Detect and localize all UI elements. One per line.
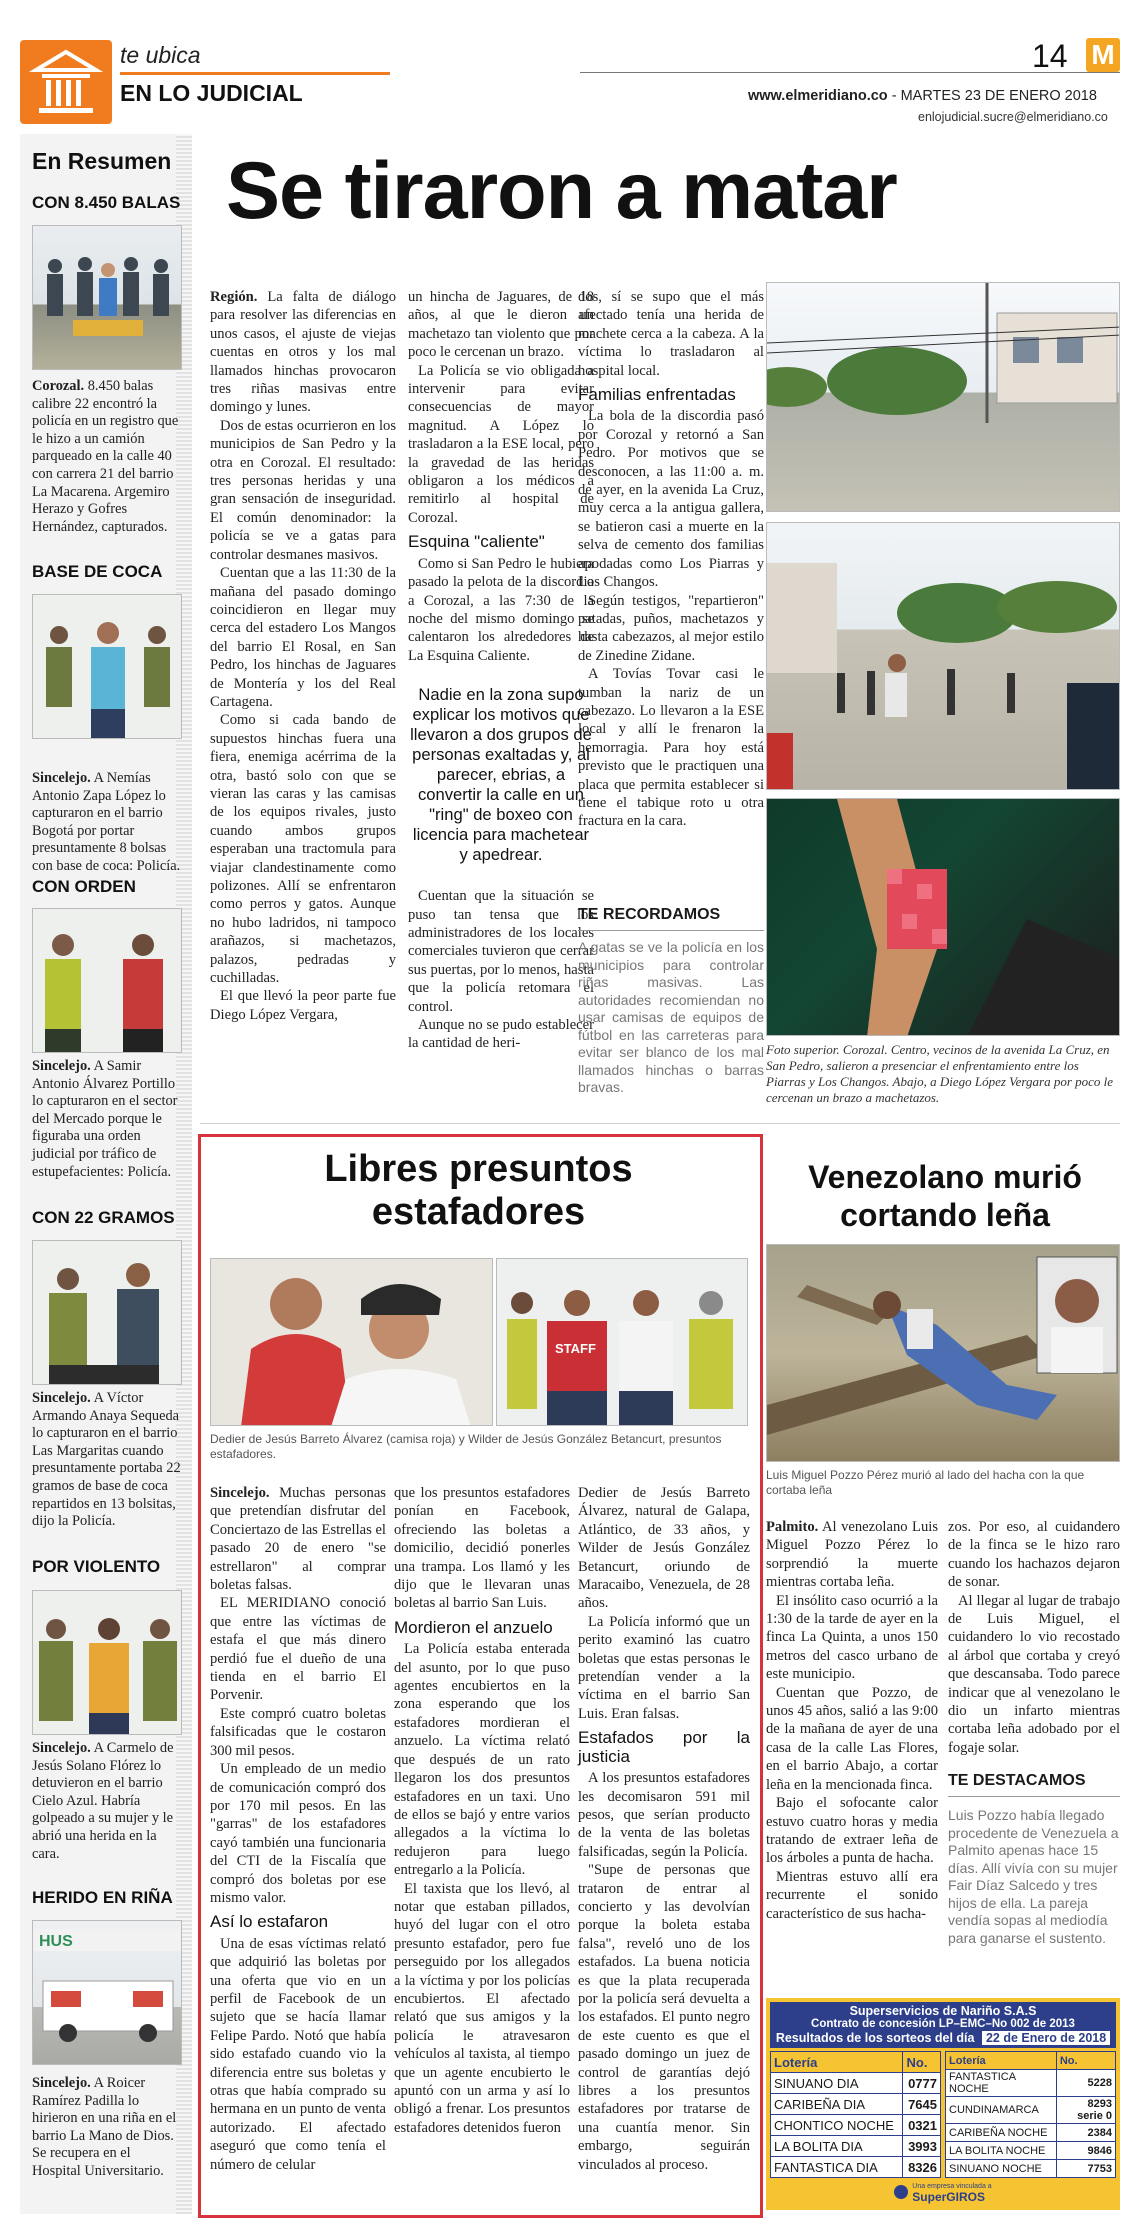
injury-photo xyxy=(766,798,1120,1036)
story-column: un hincha de Jaguares, de 18 años, al que le dieron un machetazo tan violento que por poco le cercenan un brazo. La Policía se vio obligada a intervenir para evitar consecuencias de mayor magnitud. A López lo trasladaron a la ESE local, pero la gravedad de las heridas obligaron a los médicos a remitirlo al hospital de Corozal. Esquina "caliente" Como si San Pedro le hubiera pasado la pelota de la discordia a Corozal, a las 7:30 de la noche del mismo domingo se calentaron los alrededores de La Esquina Caliente. Nadie en la zona supo explicar los motivos que llevaron a dos grupos de personas exaltadas y, al parecer, ebrias, a convertir la calle en un "ring" de boxeo con licencia para machetear y apedrear. Cuentan que la situación se puso tan tensa que los administradores de los locales comerciales tuvieron que cerrar sus puertas, por lo menos, hasta que la policía retomara el control. Aunque no se pudo establecer la cantidad de heri- xyxy=(408,289,594,1052)
courthouse-icon xyxy=(20,40,112,124)
story-column: Sincelejo. Muchas personas que pretendían disfrutar del Conciertazo de las Estrellas el pasado 20 de enero "se estrellaron" al comprar boletas falsas. EL MERIDIANO conoció que entre las víctimas de estafa el que más dinero perdió fue el dueño de una tienda en el barrio El Porvenir. Este compró cuatro boletas falsificadas que le costaron 300 mil pesos. Un empleado de un medio de comunicación compró dos por 170 mil pesos. En las "garras" de los estafadores cayó también una funcionaria del CTI de la Fiscalía que compró dos boletas por ese mismo valor. Así lo estafaron Una de esas víctimas relató que adquirió las boletas por una oferta que vio en un perfil de Facebook de un sujeto que se hacía llamar Felipe Pardo. Notó que había sido estafado cuando vio la diferencia entre sus boletas y otras que había comprado su hermana en un punto de venta autorizado. El afectado aseguró que como tenía el número de celular xyxy=(210,1485,386,2173)
subhead: Familias enfrentadas xyxy=(578,385,736,405)
sidebar-text: Sincelejo. A Samir Antonio Álvarez Portillo lo capturaron en el sector del Mercado porque le figuraba una orden judicial por tráfico de estupefacientes: Policía. xyxy=(32,1058,178,1180)
sidebar-heading: BASE DE COCA xyxy=(32,562,163,581)
globe-icon xyxy=(894,2185,908,2199)
logo-small-text: Una empresa vinculada a xyxy=(912,2183,992,2190)
sidebar-heading: CON ORDEN xyxy=(32,877,136,896)
lottery-table-left: Lotería No. SINUANO DIA 0777 CARIBEÑA DIA 7645 CHONTICO NOCHE 0321 LA BOLITA DIA 3993 FANTASTICA DIA 8326 xyxy=(770,2051,941,2178)
story-column: Palmito. Al venezolano Luis Miguel Pozzo Pérez lo sorprendió la muerte mientras cortaba leña. El insólito caso ocurrió a la 1:30 de la tarde de ayer en la finca La Quinta, a unos 150 metros del casco urbano de este municipio. Cuentan que Pozzo, de unos 45 años, salió a las 9:00 de la mañana de ayer de una casa de la calle Las Flores, en el barrio Abajo, a cortar leña en la mencionada finca. Bajo el sofocante calor estuvo cuatro horas y media tratando de extraer leña de los árboles a punta de hacha. Mientras estuvo allí era recurrente el sonido característico de sus hacha- xyxy=(766,1519,938,1922)
subhead: Estafados por la justicia xyxy=(578,1728,750,1766)
page-number: 14 xyxy=(1032,38,1068,74)
sidebar-heading: POR VIOLENTO xyxy=(32,1557,161,1576)
table-row: LA BOLITA NOCHE 9846 xyxy=(946,2142,1116,2160)
sidebar-photo-arrest xyxy=(32,225,182,370)
photo-caption: Dedier de Jesús Barreto Álvarez (camisa roja) y Wilder de Jesús González Betancurt, presuntos estafadores. xyxy=(210,1432,722,1461)
sidebar-photo-arrest xyxy=(32,908,182,1053)
table-row: FANTASTICA DIA 8326 xyxy=(771,2157,941,2178)
section-divider xyxy=(200,1123,1120,1124)
suspects-photo xyxy=(210,1258,493,1426)
svg-text:HUS: HUS xyxy=(39,1933,73,1950)
article-title: Venezolano murió cortando leña xyxy=(808,1159,1082,1233)
section-title: EN LO JUDICIAL xyxy=(120,80,303,106)
sidebar-text: Sincelejo. A Roicer Ramírez Padilla lo hirieron en una riña en el barrio La Mano de Dios. Se recupera en el Hospital Universitario. xyxy=(32,2075,177,2179)
sidebar-heading: HERIDO EN RIÑA xyxy=(32,1888,173,1907)
main-headline: Se tiraron a matar xyxy=(226,146,897,236)
photo-caption: Foto superior. Corozal. Centro, vecinos de la avenida La Cruz, en San Pedro, salieron a presenciar el enfrentamiento entre los Piarras y Los Changos. Abajo, a Diego López Vergara por poco le cercenan un brazo a machetazos. xyxy=(766,1042,1114,1105)
supergiros-logo xyxy=(770,2181,1116,2203)
section-kicker-rule xyxy=(120,72,390,75)
photo-caption: Luis Miguel Pozzo Pérez murió al lado del hacha con la que cortaba leña xyxy=(766,1468,1085,1497)
street-photo xyxy=(766,282,1120,512)
table-row: CARIBEÑA DIA 7645 xyxy=(771,2094,941,2115)
sidebar-photo-arrest xyxy=(32,1240,182,1385)
article-title: Libres presuntos estafadores xyxy=(324,1148,633,1233)
suspects-police-photo xyxy=(496,1258,748,1426)
sidebar-text: Sincelejo. A Nemías Antonio Zapa López lo capturaron en el barrio Bogotá por portar presuntamente 8 bolsas con base de coca: Policía. xyxy=(32,770,181,874)
table-row: FANTASTICA NOCHE 5228 xyxy=(946,2070,1116,2097)
sidebar-text: Sincelejo. A Carmelo de Jesús Solano Flórez lo detuvieron en el barrio Cielo Azul. Habría golpeado a su mujer y le abrió una herida en la cara. xyxy=(32,1740,174,1862)
sidebar-title: En Resumen xyxy=(32,148,172,174)
table-row: CHONTICO NOCHE 0321 xyxy=(771,2115,941,2136)
brand-logo xyxy=(1086,38,1120,72)
pull-quote: Nadie en la zona supo explicar los motivos que llevaron a dos grupos de personas exaltadas y, al parecer, ebrias, a convertir la calle en un "ring" de boxeo con licencia para machetear y apedrear. xyxy=(410,685,592,865)
website-link[interactable]: www.elmeridiano.co xyxy=(748,88,888,104)
table-row: CUNDINAMARCA 8293 serie 0 xyxy=(946,2097,1116,2124)
brand-letter: M xyxy=(1091,39,1115,70)
box-title: TE RECORDAMOS xyxy=(578,906,764,931)
shirt-print: STAFF xyxy=(555,1341,596,1356)
recordamos-box xyxy=(578,906,764,1097)
section-kicker: te ubica xyxy=(120,42,201,68)
dateline: www.elmeridiano.co - MARTES 23 DE ENERO 2018 xyxy=(748,88,1097,104)
table-row: CARIBEÑA NOCHE 2384 xyxy=(946,2124,1116,2142)
destacamos-box xyxy=(948,1772,1120,1947)
sidebar-photo-arrest xyxy=(32,1590,182,1735)
lottery-title: Superservicios de Nariño S.A.S xyxy=(849,2004,1037,2018)
section-logo xyxy=(20,40,112,124)
results-label: Resultados de los sorteos del día xyxy=(775,2031,975,2045)
results-date: 22 de Enero de 2018 xyxy=(982,2031,1110,2045)
table-row: SINUANO NOCHE 7753 xyxy=(946,2160,1116,2178)
subhead: Mordieron el anzuelo xyxy=(394,1617,553,1637)
subhead: Esquina "caliente" xyxy=(408,532,545,552)
box-text: Luis Pozzo había llegado procedente de Venezuela a Palmito apenas hace 15 días. Allí vivía con su mujer Fair Díaz Salcedo y tres hijos de ella. La pareja vendía sopas al mediodía para ganarse el sustento. xyxy=(948,1807,1119,1946)
crowd-photo xyxy=(766,522,1120,790)
box-text: A gatas se ve la policía en los municipios para controlar riñas masivas. Las autoridades recomiendan no usar camisas de equipos de fútbol en las carreteras para evitar ser blanco de los mal llamados hinchas o barras bravas. xyxy=(578,939,764,1095)
sidebar-heading: CON 22 GRAMOS xyxy=(32,1208,175,1227)
subhead: Así lo estafaron xyxy=(210,1912,329,1932)
story-column: que los presuntos estafadores ponían en Facebook, ofreciendo las boletas a domicilio, decidió ponerles una trampa. Los llamó y les dijo que le llevaran unas boletas al barrio San Luis. Mordieron el anzuelo La Policía estaba enterada del asunto, por lo que puso agentes encubiertos en la zona esperando que los estafadores mordieran el anzuelo. La víctima relató que después de un rato llegaron los dos presuntos estafadores en un taxi. Uno de ellos se bajó y entre varios allegados a la víctima lo redujeron para luego entregarlo a la Policía. El taxista que los llevó, al notar que estaban pillados, huyó del lugar con el otro presunto estafador, pero fue perseguido por los allegados a la víctima y por los policías encubiertos. El afectado relató que sus amigos y la policía le atravesaron vehículos al taxista, al tiempo que un agente encubierto le apuntó con un arma y así lo obligó a frenar. Los presuntos estafadores detenidos fueron xyxy=(394,1485,570,2136)
death-scene-photo xyxy=(766,1244,1120,1462)
story-column: Región. La falta de diálogo para resolver las diferencias en unos casos, el ajuste de viejas cuentas en otros y los mal llamados hinchas provocaron tres riñas masivas entre domingo y lunes. Dos de estas ocurrieron en los municipios de San Pedro y la otra en Corozal. El resultado: tres personas heridas y una gran sensación de inseguridad. El común denominador: la policía se ve a gatas para controlar desmanes masivos. Cuentan que a las 11:30 de la mañana del pasado domingo coincidieron en llegar muy cerca del estadero Los Mangos del barrio El Rosal, en San Pedro, los hinchas de Jaguares de Montería y los del Real Cartagena. Como si cada bando de supuestos hinchas fuera una fiera, enemiga acérrima de la otra, bastó solo con que se vieran las caras y las camisas de los equipos rivales, justo cuando ambos grupos esperaban una tractomula para viajar clandestinamente como polizones. Allí se enfrentaron como perros y gatos. Aunque no hubo ladridos, ni tampoco arañazos, si machetazos, palazos, pedradas y cuchilladas. El que llevó la peor parte fue Diego López Vergara, xyxy=(210,289,396,1023)
box-title: TE DESTACAMOS xyxy=(948,1772,1120,1797)
lottery-table-right: Lotería No. FANTASTICA NOCHE 5228 CUNDINAMARCA 8293 serie 0 CARIBEÑA NOCHE 2384 LA BOLITA NOCHE 9846 SINUANO NOCHE 7753 xyxy=(945,2051,1116,2178)
sidebar-photo-hospital xyxy=(32,1920,182,2065)
sidebar-photo-arrest xyxy=(32,594,182,739)
table-row: LA BOLITA DIA 3993 xyxy=(771,2136,941,2157)
table-row: SINUANO DIA 0777 xyxy=(771,2073,941,2094)
date: MARTES 23 DE ENERO 2018 xyxy=(900,88,1097,104)
story-column: Dedier de Jesús Barreto Álvarez, natural de Galapa, Atlántico, de 33 años, y Wilder de Jesús González Betancurt, oriundo de Maracaibo, Venezuela, de 28 años. La Policía informó que un perito examinó las cuatro boletas que estas personas le pretendían vender a la víctima en el barrio San Luis. Eran falsas. Estafados por la justicia A los presuntos estafadores les decomisaron 591 mil pesos, que serían producto de la venta de las boletas falsificadas, según la Policía. "Supe de personas que trataron de entrar al concierto y las devolvían porque la boleta estaba falsa", reveló uno de los estafados. La buena noticia es que la plata recuperada por la policía será devuelta a los estafados. El punto negro de este cuento es que el pasado domingo un juez de control de garantías dejó libres a los presuntos estafadores por tratarse de una cuantía menor. Sin embargo, seguirán vinculados al proceso. xyxy=(578,1485,750,2173)
sidebar-text: Corozal. 8.450 balas calibre 22 encontró la policía en un registro que le hizo a un camión parqueado en la calle 40 con carrera 21 del barrio La Macarena. Argemiro Herazo y Gofres Hernández, capturados. xyxy=(32,378,179,535)
story-column: dos, sí se supo que el más afectado tenía una herida de machete cerca a la cabeza. A la víctima lo trasladaron al hospital local. Familias enfrentadas La bola de la discordia pasó por Corozal y retornó a San Pedro. Por motivos que se desconocen, a las 11:00 a. m. de ayer, en la avenida La Cruz, muy cerca a la antigua gallera, se batieron casi a muerte en la selva de cemento dos familias apodadas como Los Piarras y Los Changos. Según testigos, "repartieron" patadas, puños, machetazos y hasta cabezazos, al mejor estilo de Zinedine Zidane. A Tovías Tovar casi le tumban la nariz de un cabezazo. Lo llevaron a la ESE local y allí le frenaron la hemorragia. Para hoy está previsto que le practiquen una placa que permita establecer si tiene el tabique roto u otra fractura en la cara. xyxy=(578,289,764,830)
sidebar-heading: CON 8.450 BALAS xyxy=(32,193,181,212)
logo-text: SuperGIROS xyxy=(912,2190,985,2204)
story-column: zos. Por eso, al cuidandero de la finca se le hizo raro cuando los hachazos dejaron de sonar. Al llegar al lugar de trabajo de Luis Miguel, el cuidandero lo vio recostado al árbol que cortaba y creyó que descansaba. Todo parece indicar que al venezolano le dio un infarto mientras cortaba leña adobado por el fogaje solar. xyxy=(948,1519,1120,1756)
lottery-contract: Contrato de concesión LP–EMC–No 002 de 2013 xyxy=(811,2018,1075,2030)
lottery-results xyxy=(766,1998,1120,2210)
email-link[interactable]: enlojudicial.sucre@elmeridiano.co xyxy=(918,110,1108,124)
sidebar-text: Sincelejo. A Víctor Armando Anaya Sequeda lo capturaron en el barrio Las Margaritas cuando presuntamente portaba 22 gramos de base de coca repartidos en 13 bolsitas, dijo la Policía. xyxy=(32,1390,181,1530)
